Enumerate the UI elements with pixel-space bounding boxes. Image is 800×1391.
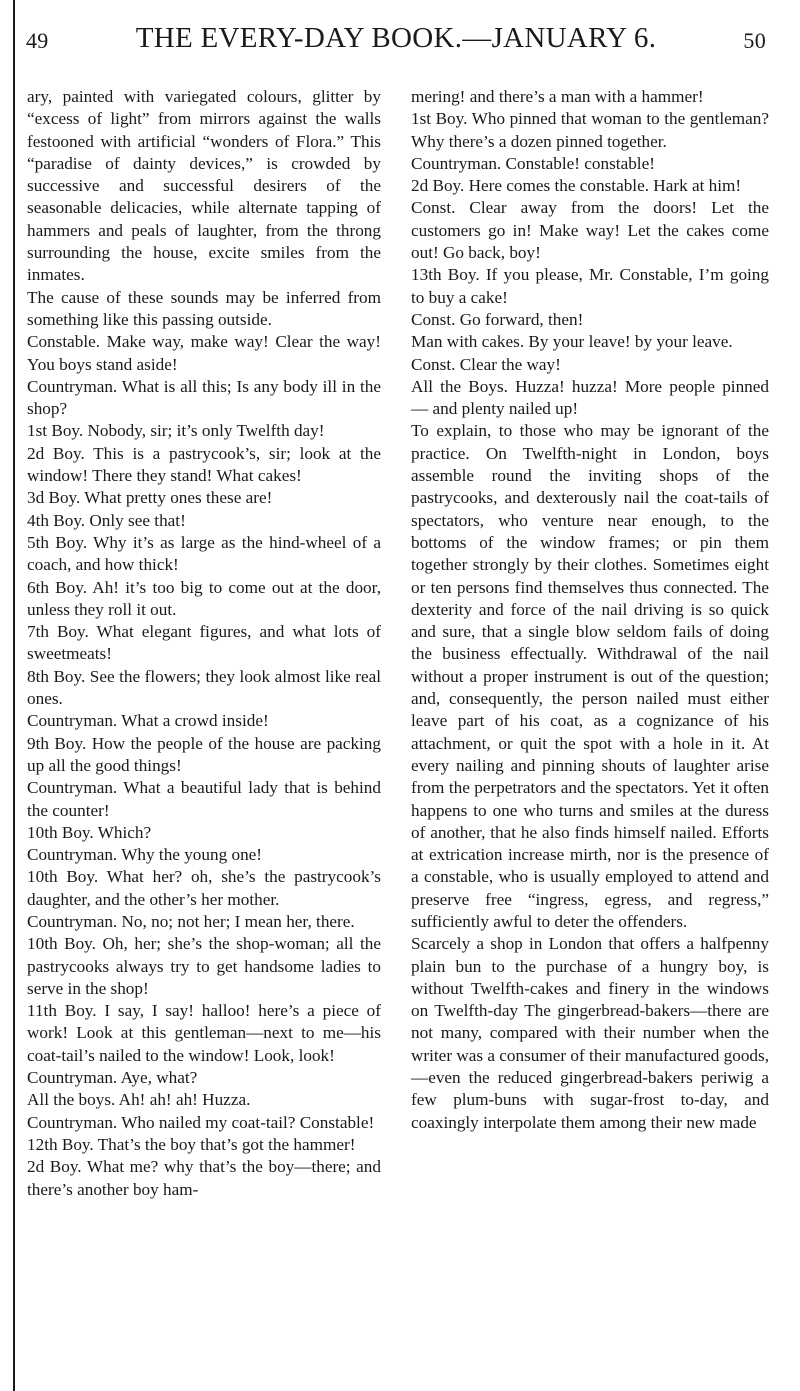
right-paragraph: Countryman. Constable! constable! <box>411 153 655 173</box>
running-title: THE EVERY-DAY BOOK.—JANUARY 6. <box>135 22 657 54</box>
left-paragraph: Countryman. What is all this; Is any body ill in the shop? <box>27 376 381 419</box>
left-paragraph: 12th Boy. That’s the boy that’s got the hammer! <box>27 1134 356 1154</box>
left-paragraph: 10th Boy. Which? <box>27 822 152 842</box>
right-paragraph: All the Boys. Huzza! huzza! More people pinned — and plenty nailed up! <box>411 376 769 419</box>
right-paragraph: 2d Boy. Here comes the constable. Hark at him! <box>411 176 742 196</box>
right-paragraph: mering! and there’s a man with a hammer! <box>411 87 704 106</box>
left-paragraph: Countryman. Aye, what? <box>27 1068 198 1088</box>
left-paragraph: The cause of these sounds may be inferred from something like this passing outside. <box>27 287 381 329</box>
left-paragraph: ary, painted with variegated colours, glitter by “excess of light” from mirrors against the walls festooned with artificial “wonders of Flora.” This “paradise of dainty devices,” is crowded by successive and successful desirers of the seasonable delicacies, while alternate tapping of hammers and peals of laughter, from the throng surrounding the house, excite smiles from the inmates. <box>27 87 381 285</box>
left-paragraph: 8th Boy. See the flowers; they look almost like real ones. <box>27 666 381 709</box>
left-paragraph: 10th Boy. What her? oh, she’s the pastrycook’s daughter, and the other’s her mother. <box>27 867 381 909</box>
left-paragraph: Countryman. Who nailed my coat-tail? Constable! <box>27 1112 375 1132</box>
left-paragraph: Countryman. No, no; not her; I mean her, there. <box>27 911 355 931</box>
left-paragraph: Countryman. Why the young one! <box>27 845 263 865</box>
right-paragraph: 1st Boy. Who pinned that woman to the gentleman? Why there’s a dozen pinned together. <box>411 109 769 151</box>
left-paragraph: 2d Boy. What me? why that’s the boy—there; and there’s another boy ham- <box>27 1157 381 1199</box>
left-paragraph: 4th Boy. Only see that! <box>27 510 186 530</box>
right-column <box>411 86 769 1134</box>
right-paragraph: Const. Go forward, then! <box>411 309 584 329</box>
left-column <box>27 86 381 1201</box>
left-paragraph: Constable. Make way, make way! Clear the way! You boys stand aside! <box>27 332 381 374</box>
left-paragraph: Countryman. What a beautiful lady that is behind the counter! <box>27 778 381 820</box>
left-paragraph: 7th Boy. What elegant figures, and what lots of sweetmeats! <box>27 622 381 664</box>
left-paragraph: 5th Boy. Why it’s as large as the hind-wheel of a coach, and how thick! <box>27 532 381 575</box>
right-paragraph: Man with cakes. By your leave! by your leave. <box>411 332 733 352</box>
left-paragraph: Countryman. What a crowd inside! <box>27 711 269 731</box>
left-paragraph: 9th Boy. How the people of the house are packing up all the good things! <box>27 733 381 775</box>
right-paragraph: Const. Clear away from the doors! Let the customers go in! Make way! Let the cakes come out! Go back, boy! <box>411 198 769 263</box>
page-number-right: 50 <box>743 28 766 53</box>
left-paragraph: 11th Boy. I say, I say! halloo! here’s a piece of work! Look at this gentleman—next to me—his coat-tail’s nailed to the window! Look, look! <box>27 1001 381 1065</box>
page-edge-rule <box>13 0 15 1391</box>
page-number-left: 49 <box>26 28 49 53</box>
right-paragraph: Const. Clear the way! <box>411 354 561 374</box>
right-paragraph: Scarcely a shop in London that offers a halfpenny plain bun to the purchase of a hungry boy, is without Twelfth-cakes and finery in the windows on Twelfth-day The gingerbread-bakers—there are not many, compared with their number when the writer was a consumer of their manufactured goods,—even the reduced gingerbread-bakers periwig a few plum-buns with sugar-frost to-day, and coaxingly interpolate them among their new made <box>411 934 769 1132</box>
left-paragraph: 3d Boy. What pretty ones these are! <box>27 488 273 508</box>
right-paragraph: To explain, to those who may be ignorant of the practice. On Twelfth-night in London, boys assemble round the inviting shops of the pastrycooks, and dexterously nail the coat-tails of spectators, who venture near enough, to the bottoms of the window frames; or pin them together strongly by their clothes. Sometimes eight or ten persons find themselves thus connected. The dexterity and force of the nail driving is so quick and sure, that a single blow seldom fails of doing the business effectually. Withdrawal of the nail without a proper instrument is out of the question; and, consequently, the person nailed must either leave part of his coat, as a cognizance of his attachment, or quit the spot with a hole in it. At every nailing and pinning shouts of laughter arise from the perpetrators and the spectators. Yet it often happens to one who turns and smiles at the duress of another, that he also finds himself nailed. Efforts at extrication increase mirth, nor is the presence of a constable, who is usually employed to attend and preserve free “ingress, egress, and regress,” sufficiently awful to deter the offenders. <box>411 421 769 931</box>
left-paragraph: 1st Boy. Nobody, sir; it’s only Twelfth day! <box>27 421 325 441</box>
left-paragraph: 6th Boy. Ah! it’s too big to come out at the door, unless they roll it out. <box>27 577 381 619</box>
right-paragraph: 13th Boy. If you please, Mr. Constable, I’m going to buy a cake! <box>411 265 769 307</box>
left-paragraph: All the boys. Ah! ah! ah! Huzza. <box>27 1090 251 1110</box>
running-header <box>26 22 766 62</box>
left-paragraph: 2d Boy. This is a pastrycook’s, sir; look at the window! There they stand! What cakes! <box>27 443 381 486</box>
left-paragraph: 10th Boy. Oh, her; she’s the shop-woman; all the pastrycooks always try to get handsome ladies to serve in the shop! <box>27 934 381 998</box>
